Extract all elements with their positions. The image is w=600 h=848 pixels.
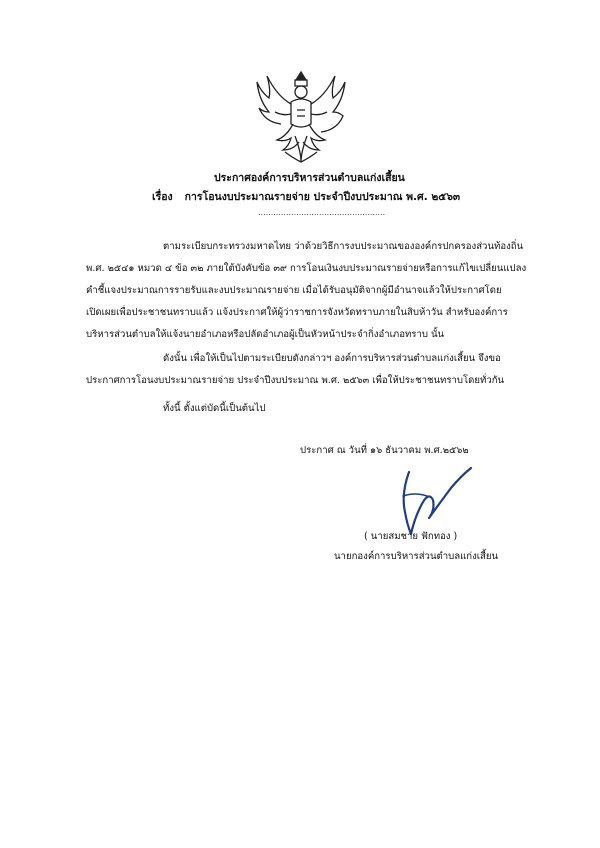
announcement-title: ประกาศองค์การบริหารส่วนตำบลแก่งเสี้ยน [214, 172, 405, 184]
signature-icon [395, 462, 475, 540]
paragraph1-line: พ.ศ. ๒๕๔๑ หมวด ๔ ข้อ ๓๒ ภายใต้บังคับข้อ ๓๙ การโอนเงินงบประมาณรายจ่ายหรือการแก้ไขเปลี่ยนแปลง [86, 263, 527, 274]
signer-name: ( นายสมชาย ฟักทอง ) [364, 531, 458, 542]
paragraph2-line: ดังนั้น เพื่อให้เป็นไปตามระเบียบดังกล่าวฯ องค์การบริหารส่วนตำบลแก่งเสี้ยน จึงขอ [163, 353, 501, 364]
announce-date: ประกาศ ณ วันที่ ๑๖ ธันวาคม พ.ศ.๒๕๖๒ [300, 445, 469, 456]
paragraph1-line: ตามระเบียบกระทรวงมหาดไทย ว่าด้วยวิธีการงบประมาณขององค์กรปกครองส่วนท้องถิ่น [163, 241, 524, 252]
paragraph1-line: บริหารส่วนตำบลให้แจ้งนายอำเภอหรือปลัดอำเภอผู้เป็นหัวหน้าประจำกิ่งอำเภอทราบ นั้น [86, 329, 445, 340]
subject-line [152, 188, 460, 205]
divider: .................................................. [258, 208, 386, 217]
subject-text: การโอนงบประมาณรายจ่าย ประจำปีงบประมาณ พ.ศ. ๒๕๖๓ [184, 191, 461, 203]
effective-statement: ทั้งนี้ ตั้งแต่บัดนี้เป็นต้นไป [163, 403, 266, 414]
garuda-emblem-icon [255, 66, 347, 166]
subject-label: เรื่อง [152, 191, 173, 203]
paragraph1-line: คำชี้แจงประมาณการรายรับและงบประมาณรายจ่าย เมื่อได้รับอนุมัติจากผู้มีอำนาจแล้วให้ประกาศโดย [86, 285, 502, 296]
paragraph1-line: เปิดเผยเพื่อประชาชนทราบแล้ว แจ้งประกาศให้ผู้ว่าราชการจังหวัดทราบภายในสิบห้าวัน สำหรับองค์การ [86, 307, 508, 318]
signer-position: นายกองค์การบริหารส่วนตำบลแก่งเสี้ยน [334, 551, 499, 562]
paragraph2-line: ประกาศการโอนงบประมาณรายจ่าย ประจำปีงบประมาณ พ.ศ. ๒๕๖๓ เพื่อให้ประชาชนทราบโดยทั่วกัน [86, 375, 505, 386]
